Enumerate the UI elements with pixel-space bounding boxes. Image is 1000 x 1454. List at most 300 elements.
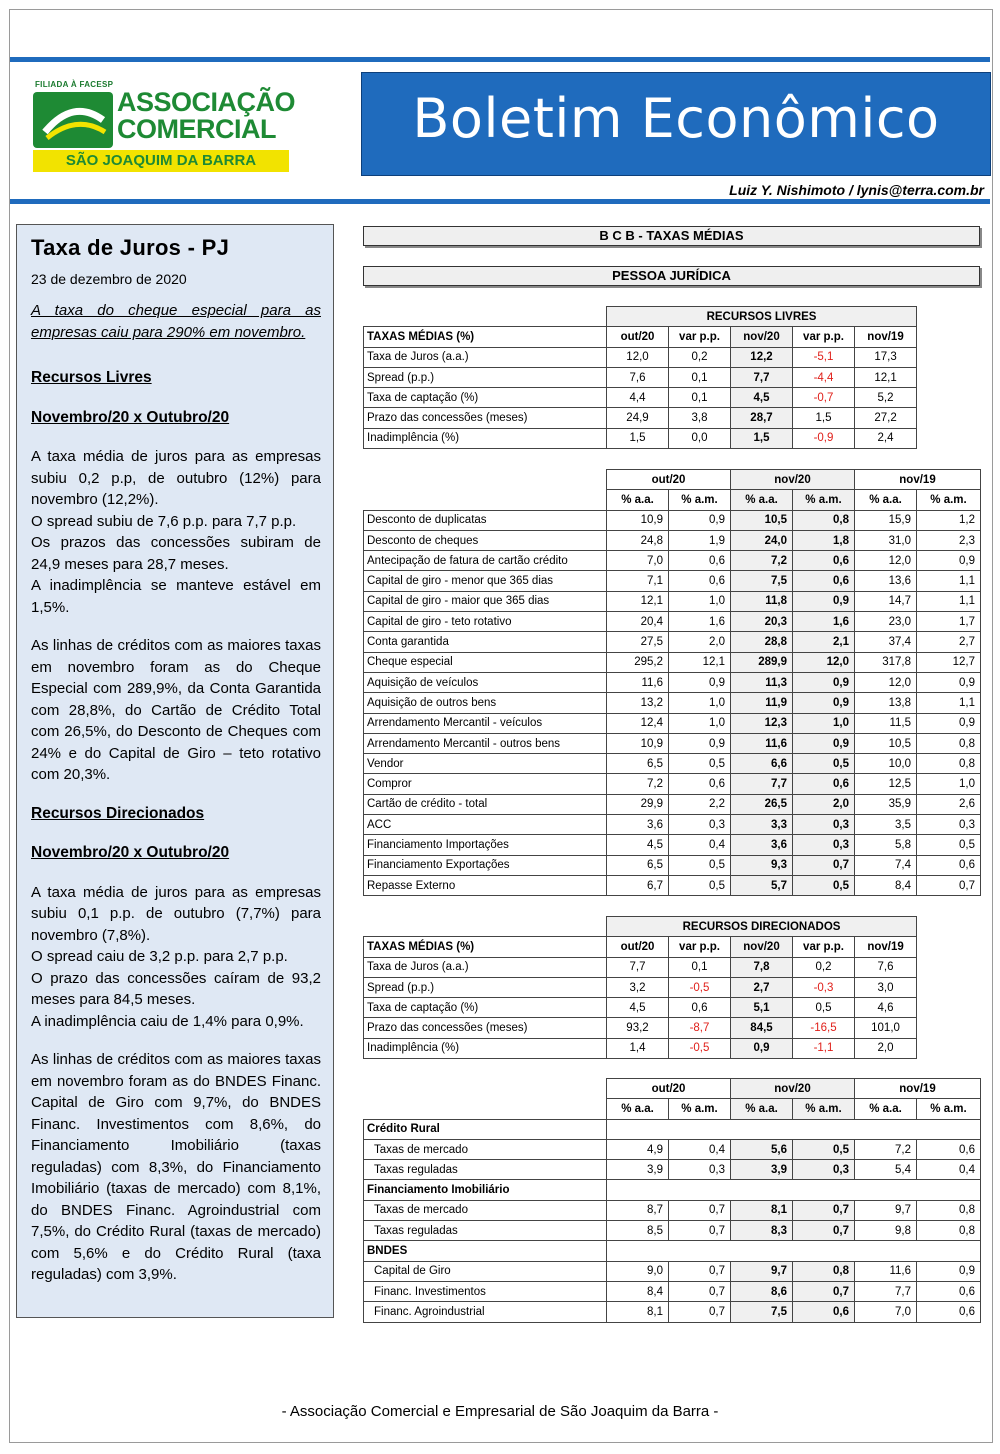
group-header: RECURSOS DIRECIONADOS xyxy=(607,917,917,937)
value-cell: 0,5 xyxy=(793,998,855,1018)
value-cell: 7,7 xyxy=(731,774,793,794)
publication-date: 23 de dezembro de 2020 xyxy=(31,271,187,287)
value-cell: 1,0 xyxy=(793,713,855,733)
row-label: Desconto de cheques xyxy=(364,530,607,550)
value-cell: 0,7 xyxy=(917,875,981,895)
unit-header: % a.m. xyxy=(793,490,855,510)
blank-cell xyxy=(607,1119,981,1139)
row-label: Inadimplência (%) xyxy=(364,428,607,448)
row-label: Taxa de Juros (a.a.) xyxy=(364,347,607,367)
row-label: Capital de giro - maior que 365 dias xyxy=(364,591,607,611)
value-cell: 10,9 xyxy=(607,733,669,753)
value-cell: 12,0 xyxy=(855,551,917,571)
column-header-row xyxy=(364,937,981,957)
row-label: Spread (p.p.) xyxy=(364,977,607,997)
value-cell: 5,2 xyxy=(855,388,917,408)
table-row xyxy=(364,408,981,428)
value-cell: 0,5 xyxy=(793,875,855,895)
value-cell: 0,6 xyxy=(669,774,731,794)
value-cell: 10,9 xyxy=(607,510,669,530)
table-row xyxy=(364,367,981,387)
value-cell: 3,2 xyxy=(607,977,669,997)
value-cell: 0,6 xyxy=(669,551,731,571)
row-label: Financ. Investimentos xyxy=(364,1281,607,1301)
value-cell: 28,8 xyxy=(731,632,793,652)
value-cell: 7,7 xyxy=(855,1281,917,1301)
table-row xyxy=(364,957,981,977)
value-cell: 2,6 xyxy=(917,794,981,814)
value-cell: 0,2 xyxy=(669,347,731,367)
value-cell: 0,6 xyxy=(917,1302,981,1322)
paragraph: A taxa média de juros para as empresas subiu 0,1 p.p. de outubro (7,7%) para novembro (7,8%). xyxy=(31,883,321,944)
value-cell: 0,5 xyxy=(669,855,731,875)
row-label: Taxas reguladas xyxy=(364,1160,607,1180)
value-cell: 1,2 xyxy=(917,510,981,530)
author-line: Luiz Y. Nishimoto / lynis@terra.com.br xyxy=(729,182,984,198)
value-cell: 4,5 xyxy=(607,998,669,1018)
row-label: Repasse Externo xyxy=(364,875,607,895)
value-cell: 0,8 xyxy=(917,733,981,753)
group-row xyxy=(364,1119,981,1139)
table-row xyxy=(364,733,981,753)
column-header: nov/20 xyxy=(731,937,793,957)
group-header: RECURSOS LIVRES xyxy=(607,307,917,327)
row-label: Desconto de duplicatas xyxy=(364,510,607,530)
value-cell: 1,5 xyxy=(607,428,669,448)
group-header-row xyxy=(364,917,981,937)
value-cell: 1,6 xyxy=(669,612,731,632)
value-cell: 9,3 xyxy=(731,855,793,875)
paragraph: O spread caiu de 3,2 p.p. para 2,7 p.p. xyxy=(31,948,288,965)
value-cell: 7,4 xyxy=(855,855,917,875)
row-label: Conta garantida xyxy=(364,632,607,652)
value-cell: 0,5 xyxy=(917,835,981,855)
unit-header: % a.m. xyxy=(669,490,731,510)
row-label: Cartão de crédito - total xyxy=(364,794,607,814)
recursos-livres-modalidades-table xyxy=(363,469,981,896)
empty-cell xyxy=(364,1079,607,1099)
group-row xyxy=(364,1180,981,1200)
value-cell: 6,5 xyxy=(607,855,669,875)
value-cell: 37,4 xyxy=(855,632,917,652)
column-header: var p.p. xyxy=(793,327,855,347)
value-cell: 3,9 xyxy=(731,1160,793,1180)
value-cell: 0,3 xyxy=(669,815,731,835)
period-header-row xyxy=(364,470,981,490)
value-cell: 4,4 xyxy=(607,388,669,408)
value-cell: 17,3 xyxy=(855,347,917,367)
column-header: var p.p. xyxy=(669,327,731,347)
value-cell: 5,6 xyxy=(731,1139,793,1159)
value-cell: 1,7 xyxy=(917,612,981,632)
value-cell: 29,9 xyxy=(607,794,669,814)
value-cell: 10,5 xyxy=(731,510,793,530)
period-header: out/20 xyxy=(607,470,731,490)
paragraph: As linhas de créditos com as maiores taxas em novembro foram as do Cheque Especial com 289,9%, da Conta Garantida com 28,8%, do Cartão de Crédito Total com 26,5%, do Desconto de Cheques com 24% e do Capital de Giro – teto rotativo com 20,3%. xyxy=(31,637,321,783)
top-rule xyxy=(10,57,990,62)
value-cell: 289,9 xyxy=(731,652,793,672)
value-cell: 0,4 xyxy=(669,835,731,855)
value-cell: 10,0 xyxy=(855,754,917,774)
value-cell: 0,9 xyxy=(793,591,855,611)
period-header: nov/20 xyxy=(731,1079,855,1099)
value-cell: 3,3 xyxy=(731,815,793,835)
value-cell: 11,6 xyxy=(855,1261,917,1281)
table-row xyxy=(364,571,981,591)
value-cell: 0,6 xyxy=(917,855,981,875)
row-label: Capital de Giro xyxy=(364,1261,607,1281)
value-cell: 13,6 xyxy=(855,571,917,591)
value-cell: 295,2 xyxy=(607,652,669,672)
value-cell: 0,7 xyxy=(669,1221,731,1241)
value-cell: 4,6 xyxy=(855,998,917,1018)
column-header: nov/19 xyxy=(855,327,917,347)
value-cell: 7,5 xyxy=(731,1302,793,1322)
value-cell: 1,8 xyxy=(793,530,855,550)
value-cell: 4,9 xyxy=(607,1139,669,1159)
value-cell: 13,2 xyxy=(607,693,669,713)
value-cell: 12,1 xyxy=(855,367,917,387)
value-cell: 24,0 xyxy=(731,530,793,550)
intro-text: A taxa do cheque especial para as empresas caiu para 290% em novembro. xyxy=(31,302,321,341)
row-header-label: TAXAS MÉDIAS (%) xyxy=(364,327,607,347)
value-cell: 8,1 xyxy=(607,1302,669,1322)
sidebar-title: Taxa de Juros - PJ xyxy=(31,235,230,260)
table-row xyxy=(364,591,981,611)
column-header: nov/19 xyxy=(855,937,917,957)
value-cell: 0,6 xyxy=(793,1302,855,1322)
value-cell: 27,2 xyxy=(855,408,917,428)
row-label: Prazo das concessões (meses) xyxy=(364,1018,607,1038)
paragraph: A inadimplência caiu de 1,4% para 0,9%. xyxy=(31,1012,304,1030)
value-cell: 31,0 xyxy=(855,530,917,550)
value-cell: 2,0 xyxy=(855,1038,917,1058)
value-cell: 3,6 xyxy=(607,815,669,835)
value-cell: 3,9 xyxy=(607,1160,669,1180)
column-header: out/20 xyxy=(607,327,669,347)
value-cell: 1,6 xyxy=(793,612,855,632)
logo-line-1: ASSOCIAÇÃO xyxy=(117,87,296,117)
value-cell: 0,6 xyxy=(669,571,731,591)
blank-cell xyxy=(607,1180,981,1200)
value-cell: -0,3 xyxy=(793,977,855,997)
value-cell: 1,4 xyxy=(607,1038,669,1058)
value-cell: 0,3 xyxy=(917,815,981,835)
heading-recursos-direcionados: Recursos Direcionados xyxy=(31,804,205,822)
value-cell: 12,0 xyxy=(855,672,917,692)
row-label: Financiamento Exportações xyxy=(364,855,607,875)
unit-header: % a.a. xyxy=(607,1099,669,1119)
value-cell: 1,9 xyxy=(669,530,731,550)
unit-header-row xyxy=(364,1099,981,1119)
logo-line-2: COMERCIAL xyxy=(117,114,276,144)
row-label: Financiamento Importações xyxy=(364,835,607,855)
value-cell: 5,8 xyxy=(855,835,917,855)
table-row xyxy=(364,815,981,835)
value-cell: 2,3 xyxy=(917,530,981,550)
table-row xyxy=(364,1160,981,1180)
table-row xyxy=(364,551,981,571)
value-cell: 26,5 xyxy=(731,794,793,814)
value-cell: 0,7 xyxy=(793,1281,855,1301)
value-cell: 0,9 xyxy=(669,672,731,692)
value-cell: 0,8 xyxy=(917,1221,981,1241)
value-cell: -5,1 xyxy=(793,347,855,367)
value-cell: 12,0 xyxy=(793,652,855,672)
unit-header: % a.m. xyxy=(917,1099,981,1119)
value-cell: 0,4 xyxy=(917,1160,981,1180)
value-cell: 8,1 xyxy=(731,1200,793,1220)
table-row xyxy=(364,510,981,530)
table-row xyxy=(364,754,981,774)
value-cell: 1,0 xyxy=(669,713,731,733)
recursos-direcionados-modalidades-table xyxy=(363,1078,981,1323)
value-cell: 9,8 xyxy=(855,1221,917,1241)
unit-header: % a.m. xyxy=(669,1099,731,1119)
value-cell: 11,3 xyxy=(731,672,793,692)
value-cell: 7,6 xyxy=(607,367,669,387)
summary-sidebar xyxy=(16,224,334,1318)
value-cell: 0,9 xyxy=(669,510,731,530)
value-cell: 7,7 xyxy=(731,367,793,387)
value-cell: 12,7 xyxy=(917,652,981,672)
pessoa-juridica-box: PESSOA JURÍDICA xyxy=(363,266,980,286)
value-cell: 0,9 xyxy=(793,672,855,692)
period-header: nov/19 xyxy=(855,1079,981,1099)
value-cell: 101,0 xyxy=(855,1018,917,1038)
value-cell: 7,7 xyxy=(607,957,669,977)
table-row xyxy=(364,855,981,875)
heading-period-direcionados: Novembro/20 x Outubro/20 xyxy=(31,844,230,861)
table-row xyxy=(364,1221,981,1241)
value-cell: 0,7 xyxy=(793,855,855,875)
value-cell: 0,5 xyxy=(793,754,855,774)
value-cell: 0,6 xyxy=(669,998,731,1018)
value-cell: 3,5 xyxy=(855,815,917,835)
row-header-label: TAXAS MÉDIAS (%) xyxy=(364,937,607,957)
empty-cell xyxy=(364,917,607,937)
value-cell: 6,7 xyxy=(607,875,669,895)
table-row xyxy=(364,632,981,652)
value-cell: 0,9 xyxy=(917,672,981,692)
unit-header-row xyxy=(364,490,981,510)
bulletin-title-box xyxy=(361,72,991,176)
row-label: Aquisição de outros bens xyxy=(364,693,607,713)
row-label: Taxa de captação (%) xyxy=(364,998,607,1018)
value-cell: 12,0 xyxy=(607,347,669,367)
value-cell: 9,0 xyxy=(607,1261,669,1281)
value-cell: 7,5 xyxy=(731,571,793,591)
blank-cell xyxy=(607,1241,981,1261)
unit-header: % a.m. xyxy=(793,1099,855,1119)
value-cell: 2,0 xyxy=(793,794,855,814)
recursos-direcionados-summary-table xyxy=(363,916,981,1059)
table-row xyxy=(364,1018,981,1038)
value-cell: 5,1 xyxy=(731,998,793,1018)
value-cell: -0,5 xyxy=(669,1038,731,1058)
row-label: Financ. Agroindustrial xyxy=(364,1302,607,1322)
value-cell: 8,3 xyxy=(731,1221,793,1241)
row-label: Taxa de captação (%) xyxy=(364,388,607,408)
value-cell: 2,0 xyxy=(669,632,731,652)
value-cell: 0,1 xyxy=(669,367,731,387)
table-row xyxy=(364,977,981,997)
row-label: Capital de giro - menor que 365 dias xyxy=(364,571,607,591)
value-cell: 8,7 xyxy=(607,1200,669,1220)
value-cell: 20,3 xyxy=(731,612,793,632)
value-cell: 0,3 xyxy=(793,835,855,855)
value-cell: 12,5 xyxy=(855,774,917,794)
value-cell: 1,5 xyxy=(793,408,855,428)
value-cell: 7,2 xyxy=(607,774,669,794)
value-cell: 0,5 xyxy=(793,1139,855,1159)
value-cell: 12,1 xyxy=(669,652,731,672)
unit-header: % a.a. xyxy=(855,490,917,510)
table-row xyxy=(364,347,981,367)
paragraph: As linhas de créditos com as maiores taxas em novembro foram as do BNDES Financ. Capital de Giro com 9,7%, do BNDES Financ. Investimentos com 8,6%, do Financiamento Imobiliário (taxas reguladas) com 8,3%, do Financiamento Imobiliário (taxas de mercado) com 8,1%, do BNDES Financ. Agroindustrial com 7,5%, do Crédito Rural (taxas de mercado) com 5,6% e do Crédito Rural (taxa reguladas) com 3,9%. xyxy=(31,1051,321,1283)
value-cell: 0,5 xyxy=(669,754,731,774)
period-header: nov/20 xyxy=(731,470,855,490)
row-label: Cheque especial xyxy=(364,652,607,672)
unit-header: % a.m. xyxy=(917,490,981,510)
row-label: Inadimplência (%) xyxy=(364,1038,607,1058)
value-cell: 24,8 xyxy=(607,530,669,550)
value-cell: 0,3 xyxy=(793,815,855,835)
value-cell: 2,7 xyxy=(731,977,793,997)
column-header: var p.p. xyxy=(669,937,731,957)
row-label: Spread (p.p.) xyxy=(364,367,607,387)
value-cell: 1,5 xyxy=(731,428,793,448)
value-cell: 0,8 xyxy=(917,754,981,774)
value-cell: 24,9 xyxy=(607,408,669,428)
value-cell: 8,6 xyxy=(731,1281,793,1301)
row-label: Capital de giro - teto rotativo xyxy=(364,612,607,632)
column-header: nov/20 xyxy=(731,327,793,347)
value-cell: 11,9 xyxy=(731,693,793,713)
value-cell: 6,5 xyxy=(607,754,669,774)
table-row xyxy=(364,612,981,632)
value-cell: 9,7 xyxy=(731,1261,793,1281)
value-cell: 4,5 xyxy=(607,835,669,855)
value-cell: 12,4 xyxy=(607,713,669,733)
group-label: Crédito Rural xyxy=(364,1119,607,1139)
association-logo xyxy=(33,80,296,172)
value-cell: 8,4 xyxy=(855,875,917,895)
unit-header: % a.a. xyxy=(731,490,793,510)
footer-text: - Associação Comercial e Empresarial de São Joaquim da Barra - xyxy=(281,1403,719,1420)
table-row xyxy=(364,1302,981,1322)
value-cell: 0,8 xyxy=(917,1200,981,1220)
value-cell: 0,4 xyxy=(669,1139,731,1159)
value-cell: 0,3 xyxy=(669,1160,731,1180)
value-cell: 0,2 xyxy=(793,957,855,977)
value-cell: 5,7 xyxy=(731,875,793,895)
value-cell: 0,6 xyxy=(793,571,855,591)
value-cell: 1,0 xyxy=(669,591,731,611)
value-cell: 28,7 xyxy=(731,408,793,428)
value-cell: 1,0 xyxy=(917,774,981,794)
value-cell: 7,6 xyxy=(855,957,917,977)
table-row xyxy=(364,774,981,794)
value-cell: 15,9 xyxy=(855,510,917,530)
table-row xyxy=(364,1200,981,1220)
value-cell: -0,5 xyxy=(669,977,731,997)
value-cell: 93,2 xyxy=(607,1018,669,1038)
value-cell: -0,9 xyxy=(793,428,855,448)
value-cell: 7,8 xyxy=(731,957,793,977)
value-cell: 0,9 xyxy=(793,733,855,753)
value-cell: 0,6 xyxy=(917,1281,981,1301)
period-header: out/20 xyxy=(607,1079,731,1099)
value-cell: 20,4 xyxy=(607,612,669,632)
value-cell: 5,4 xyxy=(855,1160,917,1180)
period-header: nov/19 xyxy=(855,470,981,490)
table-row xyxy=(364,428,981,448)
row-label: Arrendamento Mercantil - veículos xyxy=(364,713,607,733)
value-cell: -8,7 xyxy=(669,1018,731,1038)
value-cell: 0,9 xyxy=(669,733,731,753)
value-cell: 0,7 xyxy=(669,1261,731,1281)
value-cell: 0,9 xyxy=(917,551,981,571)
value-cell: 84,5 xyxy=(731,1018,793,1038)
value-cell: 7,0 xyxy=(855,1302,917,1322)
row-label: ACC xyxy=(364,815,607,835)
value-cell: 35,9 xyxy=(855,794,917,814)
value-cell: 0,5 xyxy=(669,875,731,895)
value-cell: 0,6 xyxy=(793,551,855,571)
value-cell: 0,9 xyxy=(917,1261,981,1281)
logo-city: SÃO JOAQUIM DA BARRA xyxy=(33,150,289,172)
unit-header: % a.a. xyxy=(855,1099,917,1119)
value-cell: 0,7 xyxy=(793,1200,855,1220)
table-row xyxy=(364,713,981,733)
paragraph: O spread subiu de 7,6 p.p. para 7,7 p.p. xyxy=(31,512,297,530)
column-header: var p.p. xyxy=(793,937,855,957)
header-rule xyxy=(10,199,990,204)
value-cell: 2,7 xyxy=(917,632,981,652)
value-cell: 0,9 xyxy=(917,713,981,733)
value-cell: 0,6 xyxy=(917,1139,981,1159)
value-cell: 6,6 xyxy=(731,754,793,774)
value-cell: 8,5 xyxy=(607,1221,669,1241)
value-cell: 23,0 xyxy=(855,612,917,632)
value-cell: 10,5 xyxy=(855,733,917,753)
value-cell: 1,1 xyxy=(917,693,981,713)
value-cell: 0,7 xyxy=(793,1221,855,1241)
value-cell: 0,8 xyxy=(793,1261,855,1281)
value-cell: 0,7 xyxy=(669,1200,731,1220)
value-cell: 7,2 xyxy=(855,1139,917,1159)
paragraph: O prazo das concessões caíram de 93,2 meses para 84,5 meses. xyxy=(31,969,321,1008)
value-cell: 0,6 xyxy=(793,774,855,794)
value-cell: 13,8 xyxy=(855,693,917,713)
value-cell: -1,1 xyxy=(793,1038,855,1058)
value-cell: 1,1 xyxy=(917,591,981,611)
table-row xyxy=(364,998,981,1018)
table-row xyxy=(364,693,981,713)
empty-cell xyxy=(364,490,607,510)
column-header-row xyxy=(364,327,981,347)
table-row xyxy=(364,1038,981,1058)
table-row xyxy=(364,530,981,550)
row-label: Arrendamento Mercantil - outros bens xyxy=(364,733,607,753)
row-label: Vendor xyxy=(364,754,607,774)
value-cell: 0,7 xyxy=(669,1302,731,1322)
logo-mark-icon xyxy=(33,92,113,148)
value-cell: 317,8 xyxy=(855,652,917,672)
row-label: Taxa de Juros (a.a.) xyxy=(364,957,607,977)
value-cell: 9,7 xyxy=(855,1200,917,1220)
